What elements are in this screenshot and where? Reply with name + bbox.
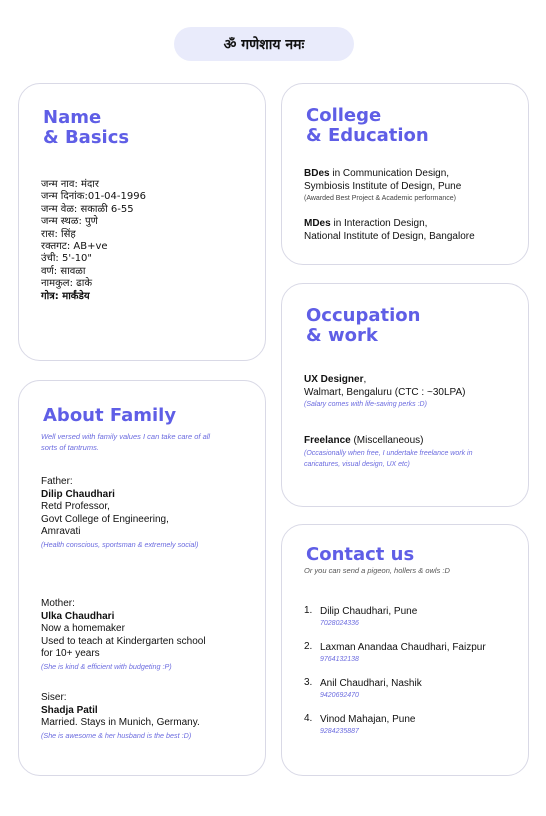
sister-entry: Siser: Shadja Patil Married. Stays in Munich, Germany. (She is awesome & her husband is the best :D) — [41, 692, 257, 741]
freelance-entry: Freelance (Miscellaneous) (Occasionally when free, I undertake freelance work in caricatures, visual design, UX etc) — [304, 435, 524, 470]
list-item: 2. Laxman Anandaa Chaudhari, Faizpur 9764132138 — [304, 641, 526, 666]
family-tagline: Well versed with family values I can take care of all sorts of tantrums. — [41, 432, 211, 452]
basics-item: जन्म वेळ: सकाळी 6-55 — [41, 203, 134, 215]
bdes-entry — [304, 168, 524, 204]
bdes-note: (Awarded Best Project & Academic performance) — [304, 195, 456, 202]
freelance-note: (Occasionally when free, I undertake freelance work in caricatures, visual design, UX etc) — [304, 449, 473, 468]
contact-phone[interactable]: 9284235887 — [320, 728, 359, 735]
father-entry: Father: Dilip Chaudhari Retd Professor, Govt College of Engineering, Amravati (Health conscious, sportsman & extremely social) — [41, 476, 257, 550]
basics-item: वर्ण: सावळा — [41, 265, 86, 277]
bdes-text: in Communication Design, — [329, 168, 450, 179]
basics-item: रास: सिंह — [41, 228, 76, 240]
basics-item: गोत्र: मार्कंडेय — [41, 290, 90, 302]
header-title-pill — [174, 27, 354, 61]
mother-name: Ulka Chaudhari — [41, 610, 115, 622]
name-basics-card — [18, 83, 266, 361]
mdes-institute: National Institute of Design, Bangalore — [304, 230, 475, 242]
basics-item: रक्तगट: AB+ve — [41, 241, 108, 253]
family-title: About Family — [43, 405, 177, 426]
list-item: 1. Dilip Chaudhari, Pune 7028024336 — [304, 605, 526, 630]
job-entry: UX Designer, Walmart, Bengaluru (CTC : ~30LPA) (Salary comes with life-saving perks :D) — [304, 374, 524, 410]
occupation-card — [281, 283, 529, 507]
name-basics-title: Name & Basics — [43, 107, 130, 148]
header-title: ॐ गणेशाय नमः — [223, 36, 305, 53]
contact-name: Dilip Chaudhari, Pune — [320, 606, 418, 617]
contact-list — [304, 605, 526, 749]
family-card — [18, 380, 266, 776]
basics-item: उंची: 5'-10" — [41, 253, 93, 265]
list-item: 4. Vinod Mahajan, Pune 9284235887 — [304, 713, 526, 738]
father-note: (Health conscious, sportsman & extremely social) — [41, 539, 199, 549]
contact-card — [281, 524, 529, 776]
mdes-entry — [304, 218, 524, 243]
sister-note: (She is awesome & her husband is the best :D) — [41, 730, 192, 740]
contact-title: Contact us — [306, 544, 415, 565]
mdes-degree: MDes — [304, 218, 331, 229]
freelance-title: Freelance — [304, 435, 351, 446]
bdes-degree: BDes — [304, 168, 330, 179]
list-item: 3. Anil Chaudhari, Nashik 9420692470 — [304, 677, 526, 702]
contact-phone[interactable]: 9420692470 — [320, 692, 359, 699]
contact-subtitle: Or you can send a pigeon, hollers & owls :D — [304, 566, 450, 575]
job-company: Walmart, Bengaluru (CTC : ~30LPA) — [304, 386, 466, 398]
contact-name: Anil Chaudhari, Nashik — [320, 678, 422, 689]
job-note: (Salary comes with life-saving perks :D) — [304, 401, 427, 408]
basics-item: जन्म स्थळ: पुणे — [41, 216, 98, 228]
sister-name: Shadja Patil — [41, 704, 98, 716]
basics-item: जन्म नाव: मंदार — [41, 179, 99, 190]
father-name: Dilip Chaudhari — [41, 488, 115, 500]
contact-phone[interactable]: 7028024336 — [320, 620, 359, 627]
college-education-title: College & Education — [306, 105, 429, 146]
mother-note: (She is kind & efficient with budgeting :P) — [41, 661, 172, 671]
mother-entry: Mother: Ulka Chaudhari Now a homemaker Used to teach at Kindergarten school for 10+ years (She is kind & efficient with budgeting :P) — [41, 598, 257, 672]
basics-list — [41, 179, 146, 303]
contact-name: Vinod Mahajan, Pune — [320, 714, 416, 725]
contact-phone[interactable]: 9764132138 — [320, 656, 359, 663]
job-title: UX Designer — [304, 374, 364, 385]
occupation-title: Occupation & work — [306, 305, 421, 346]
college-education-card — [281, 83, 529, 265]
contact-name: Laxman Anandaa Chaudhari, Faizpur — [320, 642, 486, 653]
basics-item: जन्म दिनांक:01-04-1996 — [41, 191, 146, 203]
bdes-institute: Symbiosis Institute of Design, Pune — [304, 180, 462, 192]
mdes-text: in Interaction Design, — [330, 218, 428, 229]
basics-item: नामकुल: ढाके — [41, 278, 93, 290]
